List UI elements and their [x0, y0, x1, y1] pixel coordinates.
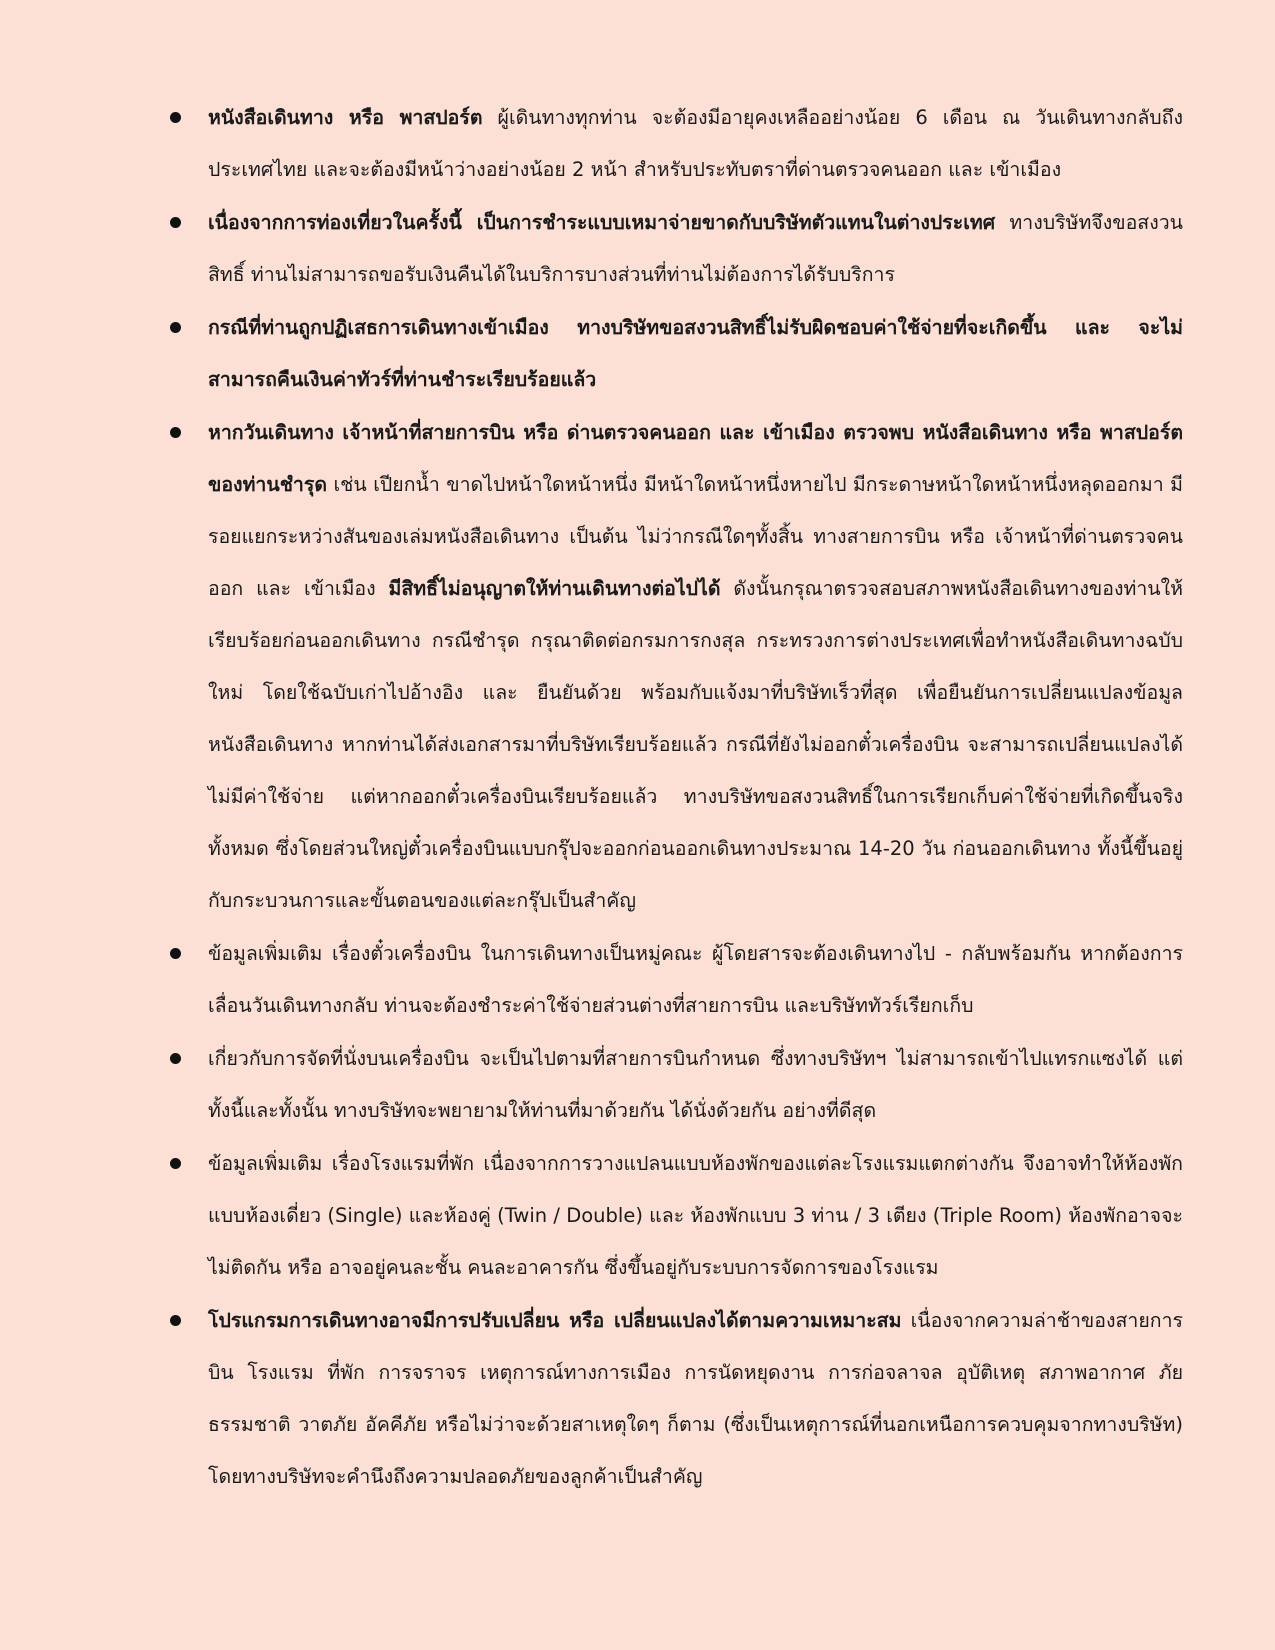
bullet-icon	[170, 1315, 181, 1326]
bullet-icon	[170, 1053, 181, 1064]
bullet-icon	[170, 322, 181, 333]
term-bold-text: หนังสือเดินทาง หรือ พาสปอร์ต	[208, 106, 483, 129]
bullet-icon	[170, 112, 181, 123]
bullet-icon	[170, 217, 181, 228]
term-item	[164, 928, 1183, 1032]
term-text: ข้อมูลเพิ่มเติม เรื่องโรงแรมที่พัก เนื่องจากการวางแปลนแบบห้องพักของแต่ละโรงแรมแตกต่างกัน จึงอาจทำให้ห้องพักแบบห้องเดี่ยว (Single) และห้องคู่ (Twin / Double) และ ห้องพักแบบ 3 ท่าน / 3 เตียง (Triple Room) ห้องพักอาจจะไม่ติดกัน หรือ อาจอยู่คนละชั้น คนละอาคารกัน ซึ่งขึ้นอยู่กับระบบการจัดการของโรงแรม	[208, 1152, 1183, 1279]
term-text: ข้อมูลเพิ่มเติม เรื่องตั๋วเครื่องบิน ในการเดินทางเป็นหมู่คณะ ผู้โดยสารจะต้องเดินทางไป - กลับพร้อมกัน หากต้องการเลื่อนวันเดินทางกลับ ท่านจะต้องชำระค่าใช้จ่ายส่วนต่างที่สายการบิน และบริษัททัวร์เรียกเก็บ	[208, 942, 1183, 1017]
bullet-icon	[170, 427, 181, 438]
term-bold-text: กรณีที่ท่านถูกปฏิเสธการเดินทางเข้าเมือง ทางบริษัทขอสงวนสิทธิ์ไม่รับผิดชอบค่าใช้จ่ายที่จะเกิดขึ้น และ จะไม่สามารถคืนเงินค่าทัวร์ที่ท่านชำระเรียบร้อยแล้ว	[208, 316, 1183, 391]
term-text: เนื่องจากความล่าช้าของสายการบิน โรงแรม ที่พัก การจราจร เหตุการณ์ทางการเมือง การนัดหยุดงาน การก่อจลาจล อุบัติเหตุ สภาพอากาศ ภัยธรรมชาติ วาตภัย อัคคีภัย หรือไม่ว่าจะด้วยสาเหตุใดๆ ก็ตาม (ซึ่งเป็นเหตุการณ์ที่นอกเหนือการควบคุมจากทางบริษัท) โดยทางบริษัทจะคำนึงถึงความปลอดภัยของลูกค้าเป็นสำคัญ	[208, 1309, 1184, 1488]
term-item	[164, 407, 1183, 927]
term-item	[164, 1033, 1183, 1137]
term-item	[164, 92, 1183, 196]
term-bold-text: หากวันเดินทาง เจ้าหน้าที่สายการบิน หรือ ด่านตรวจคนออก และ เข้าเมือง ตรวจพบ หนังสือเดินทาง หรือ พาสปอร์ตของท่านชำรุด	[208, 421, 1183, 496]
term-item	[164, 1295, 1183, 1503]
term-bold-text: เนื่องจากการท่องเที่ยวในครั้งนี้ เป็นการชำระแบบเหมาจ่ายขาดกับบริษัทตัวแทนในต่างประเทศ	[208, 211, 996, 234]
term-bold-text: โปรแกรมการเดินทางอาจมีการปรับเปลี่ยน หรือ เปลี่ยนแปลงได้ตามความเหมาะสม	[208, 1309, 902, 1332]
term-text: ทางบริษัทจึงขอสงวนสิทธิ์ ท่านไม่สามารถขอรับเงินคืนได้ในบริการบางส่วนที่ท่านไม่ต้องการได้รับบริการ	[208, 211, 1184, 286]
term-text: ผู้เดินทางทุกท่าน จะต้องมีอายุคงเหลืออย่างน้อย 6 เดือน ณ วันเดินทางกลับถึงประเทศไทย และจะต้องมีหน้าว่างอย่างน้อย 2 หน้า สำหรับประทับตราที่ด่านตรวจคนออก และ เข้าเมือง	[208, 106, 1183, 181]
term-item	[164, 1138, 1183, 1294]
term-text: เช่น เปียกน้ำ ขาดไปหน้าใดหน้าหนึ่ง มีหน้าใดหน้าหนึ่งหายไป มีกระดาษหน้าใดหน้าหนึ่งหลุดออกมา มีรอยแยกระหว่างสันของเล่มหนังสือเดินทาง เป็นต้น ไม่ว่ากรณีใดๆทั้งสิ้น ทางสายการบิน หรือ เจ้าหน้าที่ด่านตรวจคนออก และ เข้าเมือง	[208, 473, 1183, 600]
term-bold-text: มีสิทธิ์ไม่อนุญาตให้ท่านเดินทางต่อไปได้	[388, 577, 721, 600]
bullet-icon	[170, 948, 181, 959]
term-item	[164, 197, 1183, 301]
term-item	[164, 302, 1183, 406]
terms-list	[164, 92, 1183, 1503]
bullet-icon	[170, 1158, 181, 1169]
term-text: ดังนั้นกรุณาตรวจสอบสภาพหนังสือเดินทางของท่านให้เรียบร้อยก่อนออกเดินทาง กรณีชำรุด กรุณาติดต่อกรมการกงสุล กระทรวงการต่างประเทศเพื่อทำหนังสือเดินทางฉบับใหม่ โดยใช้ฉบับเก่าไปอ้างอิง และ ยืนยันด้วย พร้อมกับแจ้งมาที่บริษัทเร็วที่สุด เพื่อยืนยันการเปลี่ยนแปลงข้อมูลหนังสือเดินทาง หากท่านได้ส่งเอกสารมาที่บริษัทเรียบร้อยแล้ว กรณีที่ยังไม่ออกตั๋วเครื่องบิน จะสามารถเปลี่ยนแปลงได้ไม่มีค่าใช้จ่าย แต่หากออกตั๋วเครื่องบินเรียบร้อยแล้ว ทางบริษัทขอสงวนสิทธิ์ในการเรียกเก็บค่าใช้จ่ายที่เกิดขึ้นจริงทั้งหมด ซึ่งโดยส่วนใหญ่ตั๋วเครื่องบินแบบกรุ๊ปจะออกก่อนออกเดินทางประมาณ 14-20 วัน ก่อนออกเดินทาง ทั้งนี้ขึ้นอยู่กับกระบวนการและขั้นตอนของแต่ละกรุ๊ปเป็นสำคัญ	[208, 577, 1183, 912]
term-text: เกี่ยวกับการจัดที่นั่งบนเครื่องบิน จะเป็นไปตามที่สายการบินกำหนด ซึ่งทางบริษัทฯ ไม่สามารถเข้าไปแทรกแซงได้ แต่ทั้งนี้และทั้งนั้น ทางบริษัทจะพยายามให้ท่านที่มาด้วยกัน ได้นั่งด้วยกัน อย่างที่ดีสุด	[208, 1047, 1183, 1122]
